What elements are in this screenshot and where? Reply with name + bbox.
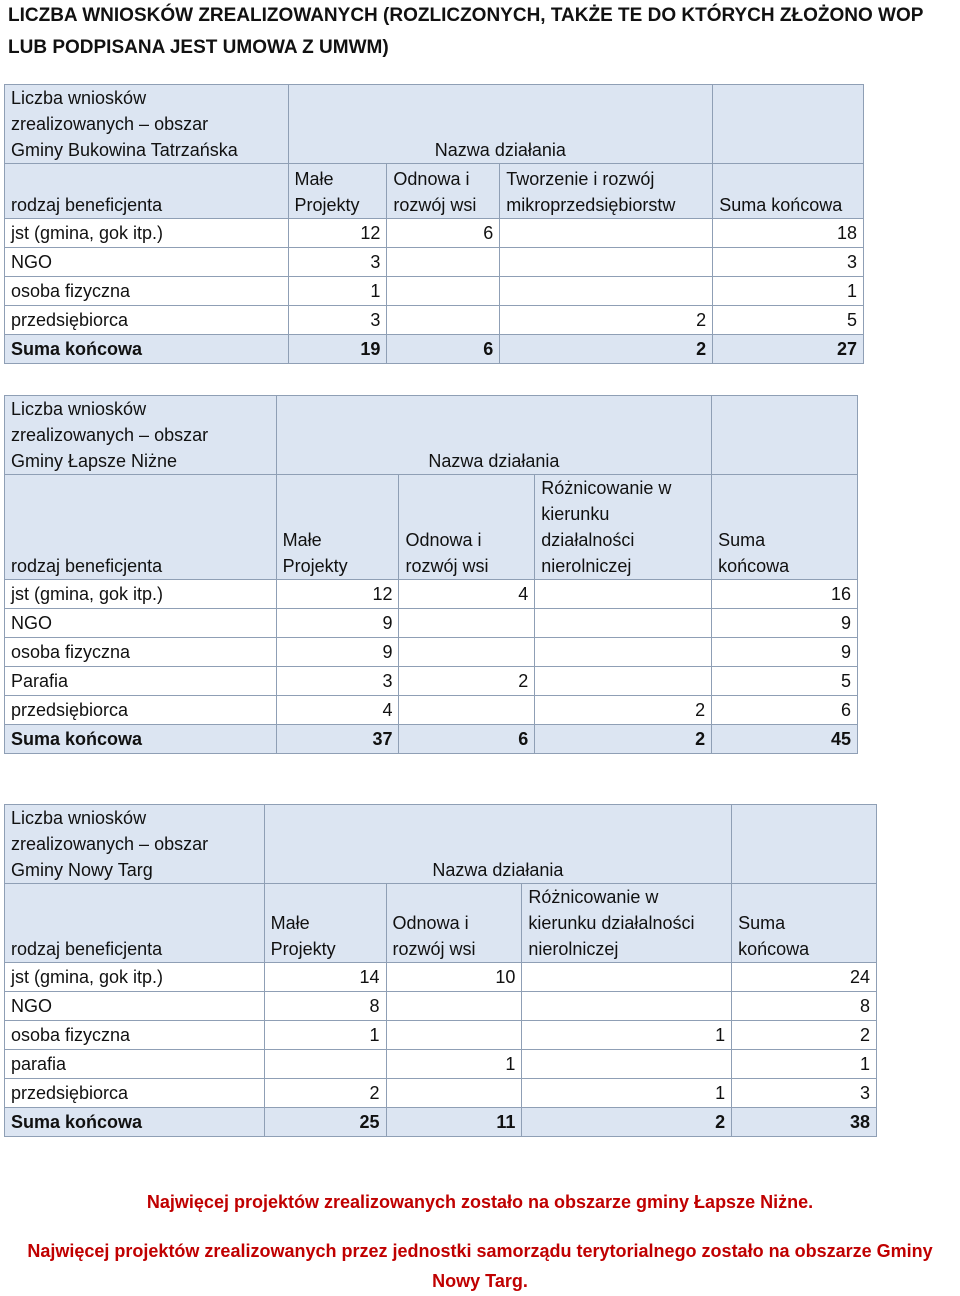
table-row: przedsiębiorca 2 1 3 <box>5 1079 877 1108</box>
total-row: Suma końcowa 37 6 2 45 <box>5 725 858 754</box>
row-header: rodzaj beneficjenta <box>5 884 265 963</box>
total-header: Suma końcowa <box>712 475 858 580</box>
table-row: osoba fizyczna 9 9 <box>5 638 858 667</box>
table-row: NGO 8 8 <box>5 992 877 1021</box>
table-row: NGO 3 3 <box>5 248 864 277</box>
table-row: osoba fizyczna 1 1 2 <box>5 1021 877 1050</box>
empty-header-cell <box>732 805 877 884</box>
group-header: Nazwa działania <box>276 396 712 475</box>
corner-header: Liczba wniosków zrealizowanych – obszar Gminy Łapsze Niżne <box>5 396 277 475</box>
total-header: Suma końcowa <box>732 884 877 963</box>
column-header: Różnicowanie w kierunku działalności nierolniczej <box>522 884 732 963</box>
summary-note-1: Najwięcej projektów zrealizowanych zostało na obszarze gminy Łapsze Niżne. <box>146 1192 814 1212</box>
column-header: Małe Projekty <box>288 164 387 219</box>
row-header: rodzaj beneficjenta <box>5 164 289 219</box>
corner-header: Liczba wniosków zrealizowanych – obszar Gminy Bukowina Tatrzańska <box>5 85 289 164</box>
table-row: Parafia 3 2 5 <box>5 667 858 696</box>
column-header: Odnowa i rozwój wsi <box>399 475 535 580</box>
column-header: Różnicowanie w kierunku działalności nierolniczej <box>535 475 712 580</box>
corner-header: Liczba wniosków zrealizowanych – obszar Gminy Nowy Targ <box>5 805 265 884</box>
column-header: Małe Projekty <box>264 884 386 963</box>
title-line-1: LICZBA WNIOSKÓW ZREALIZOWANYCH (ROZLICZONYCH, TAKŻE TE DO KTÓRYCH ZŁOŻONO WOP <box>8 5 924 26</box>
table-bukowina <box>4 84 864 364</box>
table-row: jst (gmina, gok itp.) 12 6 18 <box>5 219 864 248</box>
total-header: Suma końcowa <box>713 164 864 219</box>
table-nowy-targ <box>4 804 877 1137</box>
table-row: przedsiębiorca 3 2 5 <box>5 306 864 335</box>
table-lapsze <box>4 395 858 754</box>
table-row: parafia 1 1 <box>5 1050 877 1079</box>
title-line-2: LUB PODPISANA JEST UMOWA Z UMWM) <box>8 37 389 58</box>
row-header: rodzaj beneficjenta <box>5 475 277 580</box>
table-row: osoba fizyczna 1 1 <box>5 277 864 306</box>
summary-note-2: Najwięcej projektów zrealizowanych przez jednostki samorządu terytorialnego zostało na obszarze Gminy Nowy Targ. <box>27 1241 933 1291</box>
column-header: Tworzenie i rozwój mikroprzedsiębiorstw <box>500 164 713 219</box>
empty-header-cell <box>713 85 864 164</box>
table-row: jst (gmina, gok itp.) 14 10 24 <box>5 963 877 992</box>
page-title <box>8 0 948 64</box>
column-header: Małe Projekty <box>276 475 399 580</box>
total-row: Suma końcowa 19 6 2 27 <box>5 335 864 364</box>
table-row: przedsiębiorca 4 2 6 <box>5 696 858 725</box>
group-header: Nazwa działania <box>264 805 731 884</box>
table-row: NGO 9 9 <box>5 609 858 638</box>
empty-header-cell <box>712 396 858 475</box>
column-header: Odnowa i rozwój wsi <box>386 884 522 963</box>
column-header: Odnowa i rozwój wsi <box>387 164 500 219</box>
table-row: jst (gmina, gok itp.) 12 4 16 <box>5 580 858 609</box>
group-header: Nazwa działania <box>288 85 713 164</box>
total-row: Suma końcowa 25 11 2 38 <box>5 1108 877 1137</box>
